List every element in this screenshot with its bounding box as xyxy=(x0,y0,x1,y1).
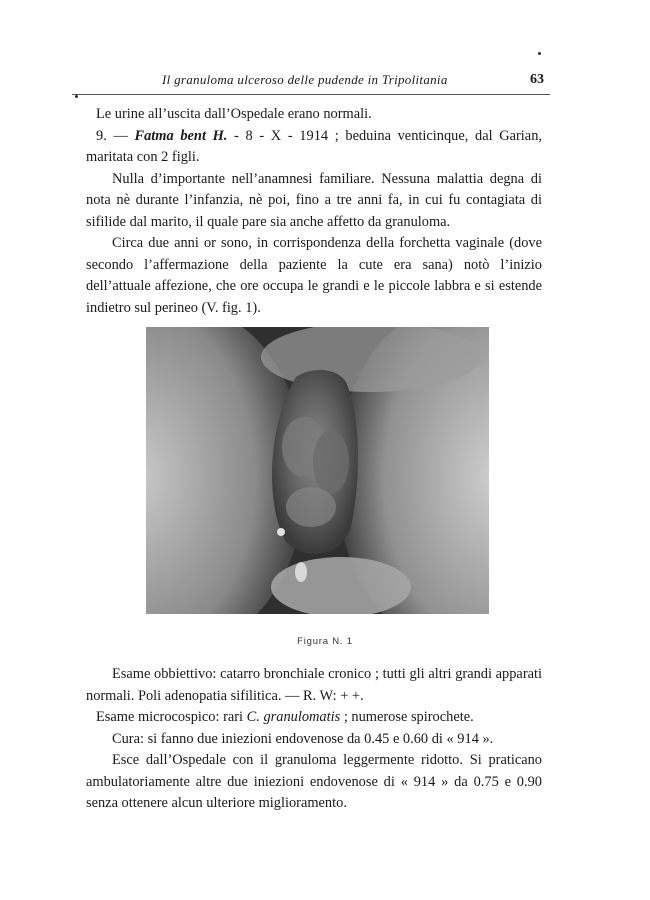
upper-body-text xyxy=(86,104,542,319)
running-title: Il granuloma ulceroso delle pudende in Tripolitania xyxy=(162,72,448,87)
case-number: 9. — xyxy=(96,127,128,144)
organism-name: C. granulomatis xyxy=(246,709,341,725)
paragraph: Esce dall’Ospedale con il granuloma leggermente ridotto. Si praticano ambulatoriamente altre due iniezioni endovenose di « 914 » da 0.75 e 0.90 senza ottenere alcun ulteriore miglioramento. xyxy=(86,752,542,811)
paragraph: Le urine all’uscita dall’Ospedale erano normali. xyxy=(96,106,372,122)
photo-illustration xyxy=(146,327,489,614)
case-details: - 8 - X - 1914 ; beduina venticinque, dal Garian, maritata con 2 figli. xyxy=(86,127,542,165)
clinical-photograph xyxy=(146,327,489,614)
page-number: 63 xyxy=(530,72,544,87)
running-header xyxy=(72,72,550,95)
figure-caption: Figura N. 1 xyxy=(297,636,353,647)
case-entry-paragraph xyxy=(86,126,542,169)
patient-name: Fatma bent H. xyxy=(134,127,228,144)
scan-speck xyxy=(538,52,541,55)
paragraph: Circa due anni or sono, in corrispondenza della forchetta vaginale (dove secondo l’affermazione della paziente la cute era sana) notò l’inizio dell’attuale affezione, che ore occupa le grandi e le piccole labbra e si estende indietro sul perineo (V. fig. 1). xyxy=(86,235,542,316)
microscopy-paragraph xyxy=(86,707,542,729)
text-run: ; numerose spirochete. xyxy=(340,709,474,725)
paragraph: Esame obbiettivo: catarro bronchiale cronico ; tutti gli altri grandi apparati normali. Poli adenopatia sifilitica. — R. W: + +. xyxy=(86,666,542,704)
paragraph: Nulla d’importante nell’anamnesi familiare. Nessuna malattia degna di nota nè durante l’infanzia, nè poi, fino a tre anni fa, in cui fu contagiata di sifilide dal marito, il quale pare sia anche affetto da granuloma. xyxy=(86,170,542,230)
scan-speck xyxy=(75,95,78,98)
paragraph: Cura: si fanno due iniezioni endovenose da 0.45 e 0.60 di « 914 ». xyxy=(112,730,494,747)
lower-body-text xyxy=(86,664,542,815)
text-run: Esame microcospico: rari xyxy=(96,709,247,725)
